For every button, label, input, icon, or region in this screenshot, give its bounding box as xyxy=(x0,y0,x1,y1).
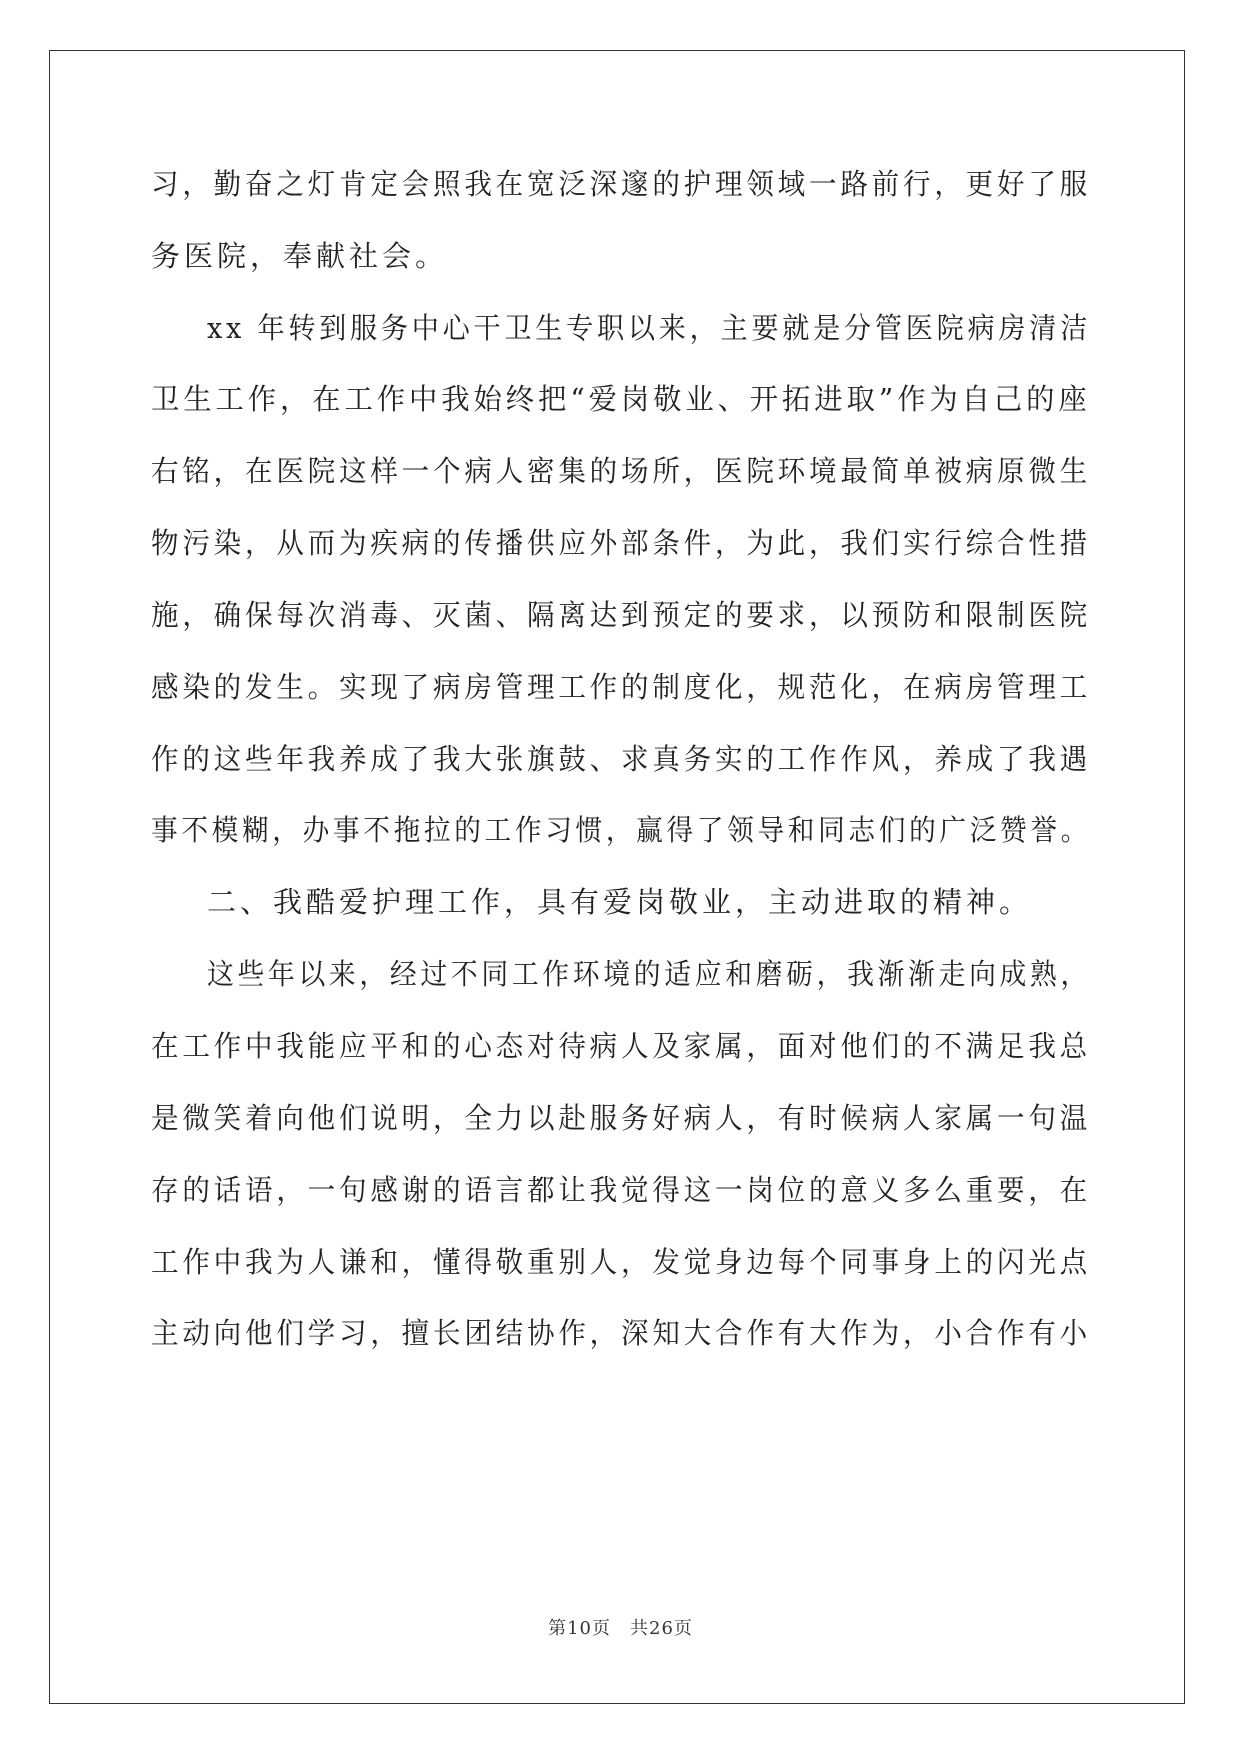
text-line: 存的话语，一句感谢的语言都让我觉得这一岗位的意义多么重要，在 xyxy=(151,1173,1092,1207)
paragraph-first-line: 这些年以来，经过不同工作环境的适应和磨砺，我渐渐走向成熟， xyxy=(207,957,1092,991)
text-line: 习，勤奋之灯肯定会照我在宽泛深邃的护理领域一路前行，更好了服 xyxy=(151,167,1092,201)
section-heading: 二、我酷爱护理工作，具有爱岗敬业，主动进取的精神。 xyxy=(207,885,1033,919)
text-line: 卫生工作，在工作中我始终把“爱岗敬业、开拓进取”作为自己的座 xyxy=(151,382,1091,416)
page-number-footer: 第10页 共26页 xyxy=(548,1618,693,1639)
text-line: 主动向他们学习，擅长团结协作，深知大合作有大作为，小合作有小 xyxy=(151,1316,1092,1350)
paragraph-first-line: xx 年转到服务中心干卫生专职以来，主要就是分管医院病房清洁 xyxy=(207,311,1091,345)
text-line: 在工作中我能应平和的心态对待病人及家属，面对他们的不满足我总 xyxy=(151,1029,1092,1063)
text-line: 工作中我为人谦和，懂得敬重别人，发觉身边每个同事身上的闪光点 xyxy=(151,1245,1092,1279)
text-line: 务医院，奉献社会。 xyxy=(151,239,449,273)
text-line: 右铭，在医院这样一个病人密集的场所，医院环境最简单被病原微生 xyxy=(151,454,1092,488)
text-line: 事不模糊，办事不拖拉的工作习惯，赢得了领导和同志们的广泛赞誉。 xyxy=(151,813,1092,847)
text-line: 作的这些年我养成了我大张旗鼓、求真务实的工作作风，养成了我遇 xyxy=(151,742,1092,776)
page-border xyxy=(49,50,1185,1704)
text-line: 是微笑着向他们说明，全力以赴服务好病人，有时候病人家属一句温 xyxy=(151,1101,1092,1135)
text-line: 物污染，从而为疾病的传播供应外部条件，为此，我们实行综合性措 xyxy=(151,526,1092,560)
text-line: 施，确保每次消毒、灭菌、隔离达到预定的要求，以预防和限制医院 xyxy=(151,598,1092,632)
text-line: 感染的发生。实现了病房管理工作的制度化，规范化，在病房管理工 xyxy=(151,670,1092,704)
